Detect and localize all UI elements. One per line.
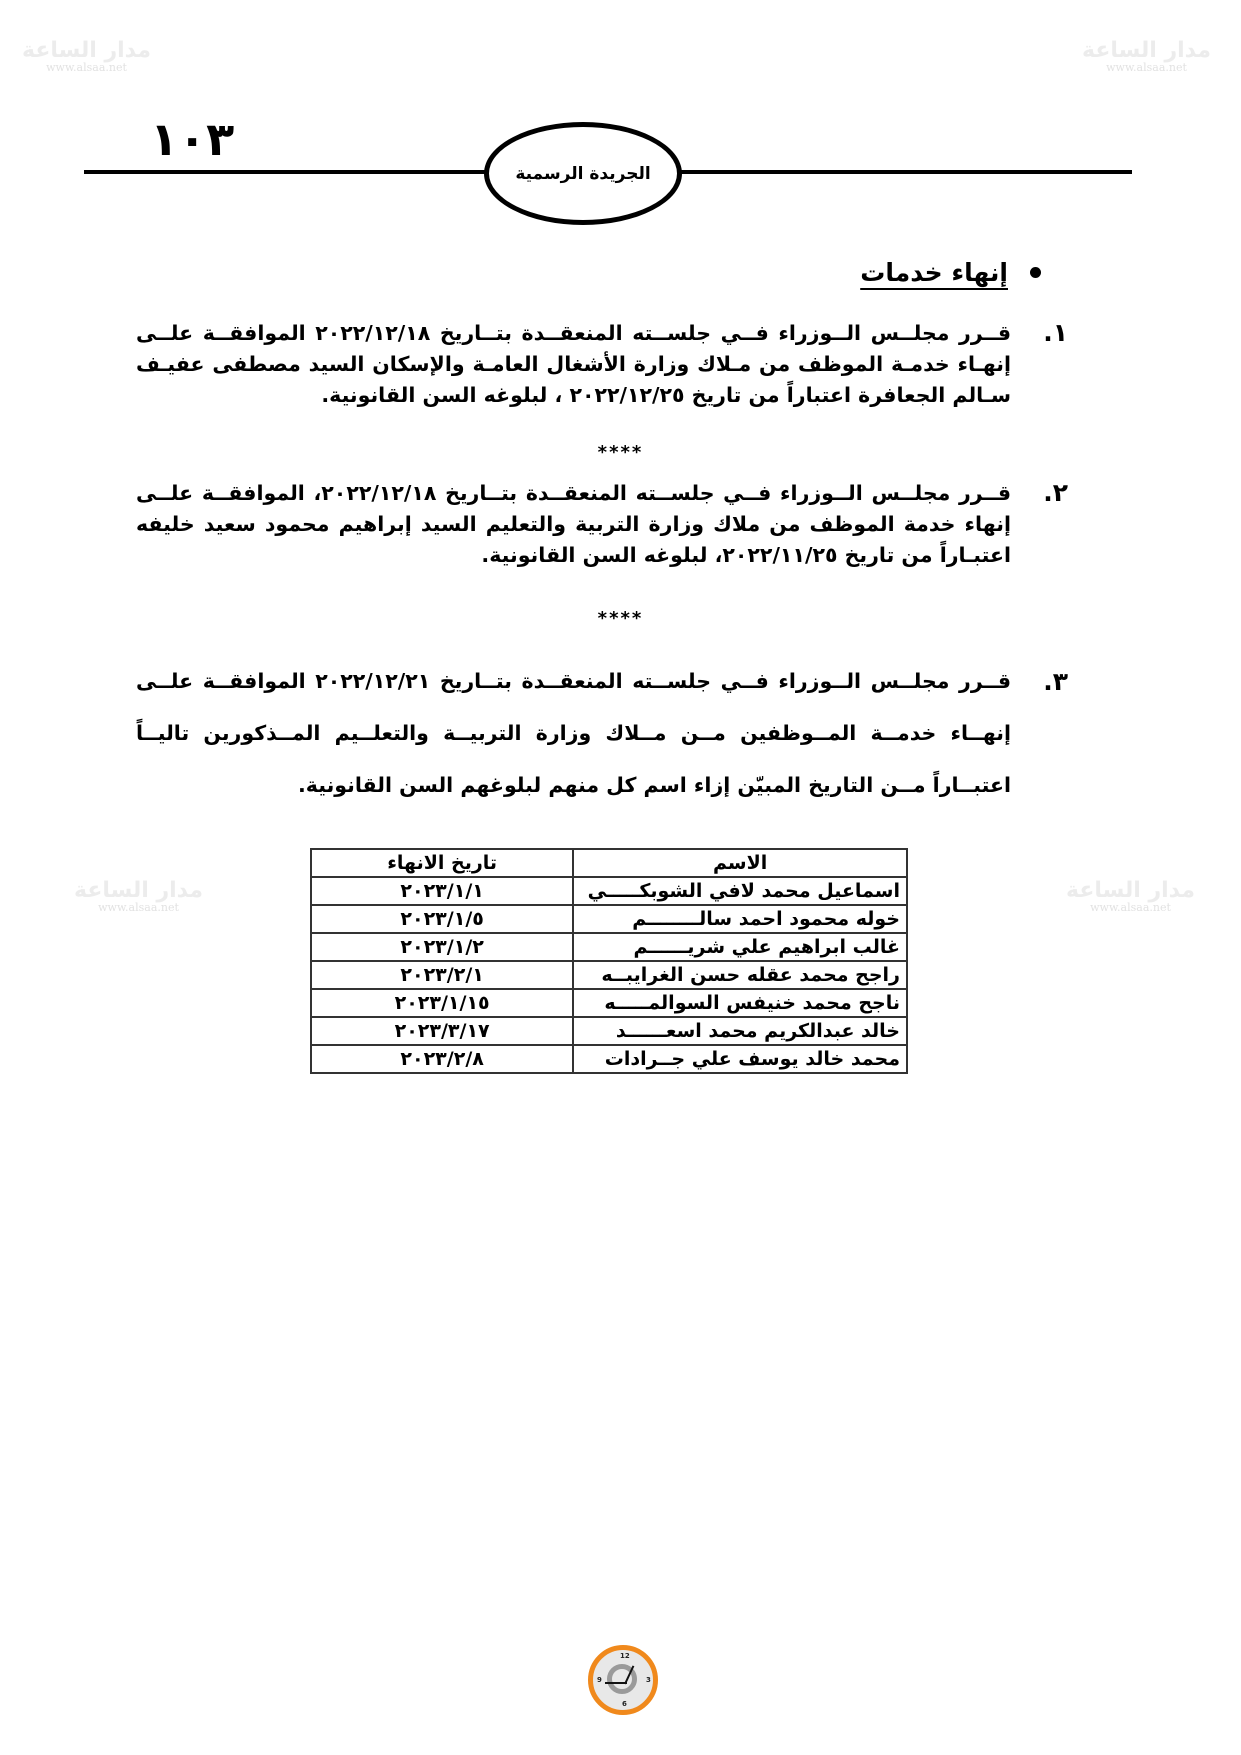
termination-date: ٢٠٢٣/١/٥ — [311, 905, 573, 933]
column-header-name: الاسم — [573, 849, 907, 877]
termination-date: ٢٠٢٣/٢/١ — [311, 961, 573, 989]
clock-numeral: 9 — [597, 1676, 602, 1684]
decision-item — [136, 478, 1066, 571]
watermark-url: www.alsaa.net — [98, 901, 179, 914]
publication-oval — [484, 122, 682, 225]
page-number: ١٠٣ — [150, 112, 235, 166]
item-text: قــرر مجلــس الــوزراء فــي جلســته المنعقــدة بتــاريخ ٢٠٢٢/١٢/١٨ الموافقــة علــى إنهـاء خدمـة الموظف من مـلاك وزارة الأشغال العامـة والإسكان السيد مصطفى عفيـف سـالم الجعافرة اعتباراً من تاريخ ٢٠٢٢/١٢/٢٥ ، لبلوغه السن القانونية. — [136, 321, 1012, 407]
termination-date: ٢٠٢٣/١/٢ — [311, 933, 573, 961]
termination-table — [310, 848, 908, 1074]
watermark-url: www.alsaa.net — [1090, 901, 1171, 914]
table-row — [311, 961, 907, 989]
item-number: ٣. — [1043, 667, 1068, 696]
table-row — [311, 1017, 907, 1045]
clock-numeral: 3 — [646, 1676, 651, 1684]
decision-item — [136, 655, 1066, 811]
watermark-url: www.alsaa.net — [46, 61, 127, 74]
termination-date: ٢٠٢٣/٢/٨ — [311, 1045, 573, 1073]
separator: **** — [597, 608, 644, 629]
item-number: ١. — [1043, 318, 1068, 347]
employee-name: خوله محمود احمد سالــــــــم — [573, 905, 907, 933]
watermark — [1082, 40, 1211, 73]
employee-name: غالب ابراهيم علي شريــــــم — [573, 933, 907, 961]
termination-date: ٢٠٢٣/٣/١٧ — [311, 1017, 573, 1045]
clock-logo-icon — [588, 1645, 658, 1715]
watermark-arabic: مدار الساعة — [74, 878, 204, 903]
clock-numeral: 6 — [622, 1700, 627, 1708]
separator: **** — [597, 442, 644, 463]
watermark — [74, 880, 203, 913]
watermark-url: www.alsaa.net — [1106, 61, 1187, 74]
watermark-arabic: مدار الساعة — [1066, 878, 1196, 903]
decision-item — [136, 318, 1066, 411]
watermark-arabic: مدار الساعة — [22, 38, 152, 63]
employee-name: راجح محمد عقله حسن الغرايبــه — [573, 961, 907, 989]
watermark-arabic: مدار الساعة — [1082, 38, 1212, 63]
watermark — [1066, 880, 1195, 913]
employee-name: ناجح محمد خنيفس السوالمـــــه — [573, 989, 907, 1017]
bullet-icon — [1030, 267, 1041, 278]
table-row — [311, 933, 907, 961]
termination-date: ٢٠٢٣/١/١ — [311, 877, 573, 905]
clock-hand — [605, 1682, 627, 1684]
section-heading — [860, 258, 1041, 287]
column-header-date: تاريخ الانهاء — [311, 849, 573, 877]
section-title: إنهاء خدمات — [860, 258, 1008, 287]
employee-name: خالد عبدالكريم محمد اسعــــــد — [573, 1017, 907, 1045]
item-text: قــرر مجلــس الــوزراء فــي جلســته المنعقــدة بتــاريخ ٢٠٢٢/١٢/١٨، الموافقــة علــى إنهاء خدمة الموظف من ملاك وزارة التربية والتعليم السيد إبراهيم محمود سعيد خليفه اعتبـاراً من تاريخ ٢٠٢٢/١١/٢٥، لبلوغه السن القانونية. — [136, 481, 1011, 567]
item-text: قــرر مجلــس الــوزراء فــي جلســته المنعقــدة بتــاريخ ٢٠٢٢/١٢/٢١ الموافقــة علــى إنهــاء خدمــة المــوظفين مــن مــلاك وزارة التربيــة والتعلــيم المــذكورين تاليــاً اعتبــاراً مــن التاريخ المبيّن إزاء اسم كل منهم لبلوغهم السن القانونية. — [136, 669, 1012, 797]
table-row — [311, 989, 907, 1017]
termination-date: ٢٠٢٣/١/١٥ — [311, 989, 573, 1017]
table-header-row — [311, 849, 907, 877]
table-row — [311, 1045, 907, 1073]
publication-title: الجريدة الرسمية — [515, 163, 651, 184]
table-row — [311, 877, 907, 905]
item-number: ٢. — [1043, 478, 1068, 507]
employee-name: محمد خالد يوسف علي جــرادات — [573, 1045, 907, 1073]
clock-numeral: 12 — [620, 1652, 630, 1660]
watermark — [22, 40, 151, 73]
employee-name: اسماعيل محمد لافي الشوبكـــــي — [573, 877, 907, 905]
table-row — [311, 905, 907, 933]
